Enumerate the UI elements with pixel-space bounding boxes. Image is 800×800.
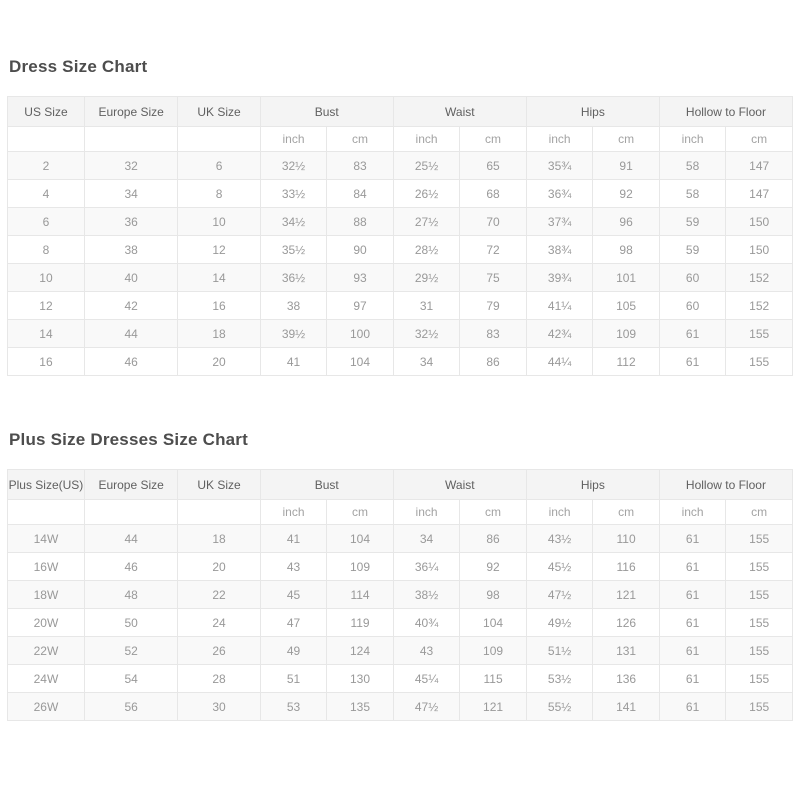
table-cell: 98 — [593, 236, 660, 264]
table-cell: 34 — [84, 180, 177, 208]
table-cell: 41 — [260, 348, 327, 376]
unit-header-row — [8, 500, 793, 525]
table-cell: 22 — [178, 581, 260, 609]
table-cell: 16 — [178, 292, 260, 320]
column-header: Waist — [393, 470, 526, 500]
table-cell: 4 — [8, 180, 85, 208]
table-cell: 48 — [84, 581, 177, 609]
table-cell: 58 — [659, 152, 726, 180]
table-cell: 51½ — [526, 637, 593, 665]
plus-size-chart-section — [7, 376, 793, 721]
table-cell: 112 — [593, 348, 660, 376]
table-cell: 30 — [178, 693, 260, 721]
unit-header: inch — [260, 500, 327, 525]
table-cell: 114 — [327, 581, 394, 609]
table-cell: 79 — [460, 292, 527, 320]
table-cell: 22W — [8, 637, 85, 665]
unit-header-row — [8, 127, 793, 152]
table-cell: 61 — [659, 581, 726, 609]
table-cell: 101 — [593, 264, 660, 292]
table-cell: 61 — [659, 525, 726, 553]
table-cell: 10 — [178, 208, 260, 236]
table-cell: 47½ — [393, 693, 460, 721]
column-header: UK Size — [178, 470, 260, 500]
unit-header: inch — [526, 500, 593, 525]
table-cell: 43 — [260, 553, 327, 581]
unit-header: cm — [327, 127, 394, 152]
table-cell: 61 — [659, 348, 726, 376]
table-cell: 88 — [327, 208, 394, 236]
table-cell: 38½ — [393, 581, 460, 609]
table-cell: 90 — [327, 236, 394, 264]
empty-header-cell — [178, 127, 260, 152]
table-cell: 49 — [260, 637, 327, 665]
column-header: Hips — [526, 470, 659, 500]
table-cell: 58 — [659, 180, 726, 208]
table-cell: 61 — [659, 637, 726, 665]
table-cell: 115 — [460, 665, 527, 693]
table-cell: 49½ — [526, 609, 593, 637]
table-cell: 155 — [726, 581, 793, 609]
table-cell: 53½ — [526, 665, 593, 693]
unit-header: cm — [726, 500, 793, 525]
table-row — [8, 292, 793, 320]
table-cell: 40 — [84, 264, 177, 292]
table-cell: 150 — [726, 236, 793, 264]
table-cell: 109 — [327, 553, 394, 581]
table-cell: 32½ — [393, 320, 460, 348]
table-cell: 116 — [593, 553, 660, 581]
table-cell: 8 — [178, 180, 260, 208]
table-cell: 155 — [726, 693, 793, 721]
table-cell: 18W — [8, 581, 85, 609]
column-header: Bust — [260, 470, 393, 500]
table-cell: 28½ — [393, 236, 460, 264]
unit-header: inch — [393, 500, 460, 525]
table-cell: 135 — [327, 693, 394, 721]
table-cell: 110 — [593, 525, 660, 553]
table-cell: 98 — [460, 581, 527, 609]
table-cell: 36 — [84, 208, 177, 236]
table-cell: 44 — [84, 525, 177, 553]
column-header: Europe Size — [84, 470, 177, 500]
table-cell: 8 — [8, 236, 85, 264]
table-cell: 2 — [8, 152, 85, 180]
dress-size-chart-title: Dress Size Chart — [9, 57, 148, 76]
table-cell: 141 — [593, 693, 660, 721]
header-row — [8, 470, 793, 500]
table-cell: 43 — [393, 637, 460, 665]
table-cell: 34½ — [260, 208, 327, 236]
table-cell: 42¾ — [526, 320, 593, 348]
table-row — [8, 208, 793, 236]
table-cell: 51 — [260, 665, 327, 693]
table-cell: 155 — [726, 525, 793, 553]
table-cell: 83 — [460, 320, 527, 348]
table-cell: 12 — [8, 292, 85, 320]
table-cell: 35¾ — [526, 152, 593, 180]
table-cell: 60 — [659, 292, 726, 320]
table-cell: 20 — [178, 348, 260, 376]
table-cell: 61 — [659, 609, 726, 637]
table-row — [8, 637, 793, 665]
table-row — [8, 553, 793, 581]
column-header: Hollow to Floor — [659, 470, 792, 500]
table-cell: 126 — [593, 609, 660, 637]
table-cell: 155 — [726, 637, 793, 665]
table-cell: 130 — [327, 665, 394, 693]
table-row — [8, 152, 793, 180]
column-header: Bust — [260, 97, 393, 127]
empty-header-cell — [84, 500, 177, 525]
table-cell: 70 — [460, 208, 527, 236]
table-cell: 31 — [393, 292, 460, 320]
table-cell: 155 — [726, 348, 793, 376]
table-cell: 29½ — [393, 264, 460, 292]
table-cell: 68 — [460, 180, 527, 208]
table-cell: 84 — [327, 180, 394, 208]
table-cell: 25½ — [393, 152, 460, 180]
table-cell: 119 — [327, 609, 394, 637]
table-cell: 38 — [260, 292, 327, 320]
table-row — [8, 320, 793, 348]
table-cell: 34 — [393, 525, 460, 553]
column-header: Europe Size — [84, 97, 177, 127]
table-cell: 96 — [593, 208, 660, 236]
unit-header: cm — [327, 500, 394, 525]
table-cell: 43½ — [526, 525, 593, 553]
unit-header: inch — [260, 127, 327, 152]
plus-size-chart-title: Plus Size Dresses Size Chart — [9, 430, 248, 449]
table-cell: 20 — [178, 553, 260, 581]
table-cell: 147 — [726, 152, 793, 180]
table-cell: 55½ — [526, 693, 593, 721]
table-cell: 33½ — [260, 180, 327, 208]
column-header: Hollow to Floor — [659, 97, 792, 127]
table-cell: 105 — [593, 292, 660, 320]
table-cell: 104 — [327, 348, 394, 376]
table-row — [8, 348, 793, 376]
table-cell: 124 — [327, 637, 394, 665]
table-cell: 40¾ — [393, 609, 460, 637]
column-header: UK Size — [178, 97, 260, 127]
table-cell: 36¾ — [526, 180, 593, 208]
unit-header: cm — [460, 127, 527, 152]
table-cell: 36¼ — [393, 553, 460, 581]
table-cell: 109 — [593, 320, 660, 348]
table-cell: 155 — [726, 665, 793, 693]
table-cell: 39½ — [260, 320, 327, 348]
table-cell: 104 — [327, 525, 394, 553]
table-cell: 152 — [726, 292, 793, 320]
table-cell: 10 — [8, 264, 85, 292]
table-cell: 14W — [8, 525, 85, 553]
unit-header: inch — [659, 127, 726, 152]
table-cell: 61 — [659, 553, 726, 581]
dress-size-chart-section — [7, 0, 793, 376]
empty-header-cell — [178, 500, 260, 525]
table-cell: 65 — [460, 152, 527, 180]
unit-header: cm — [726, 127, 793, 152]
table-cell: 86 — [460, 525, 527, 553]
table-cell: 147 — [726, 180, 793, 208]
table-cell: 41¼ — [526, 292, 593, 320]
table-row — [8, 609, 793, 637]
table-cell: 121 — [460, 693, 527, 721]
unit-header: inch — [659, 500, 726, 525]
empty-header-cell — [8, 127, 85, 152]
column-header: Hips — [526, 97, 659, 127]
table-cell: 59 — [659, 208, 726, 236]
table-row — [8, 180, 793, 208]
table-cell: 35½ — [260, 236, 327, 264]
table-cell: 150 — [726, 208, 793, 236]
table-cell: 131 — [593, 637, 660, 665]
table-row — [8, 665, 793, 693]
table-cell: 86 — [460, 348, 527, 376]
table-cell: 36½ — [260, 264, 327, 292]
table-cell: 91 — [593, 152, 660, 180]
unit-header: cm — [593, 500, 660, 525]
table-cell: 100 — [327, 320, 394, 348]
table-cell: 18 — [178, 320, 260, 348]
table-cell: 72 — [460, 236, 527, 264]
table-row — [8, 581, 793, 609]
table-cell: 53 — [260, 693, 327, 721]
table-cell: 61 — [659, 665, 726, 693]
table-cell: 47 — [260, 609, 327, 637]
table-row — [8, 693, 793, 721]
table-cell: 44 — [84, 320, 177, 348]
table-cell: 46 — [84, 553, 177, 581]
table-cell: 20W — [8, 609, 85, 637]
table-cell: 97 — [327, 292, 394, 320]
table-cell: 34 — [393, 348, 460, 376]
unit-header: cm — [460, 500, 527, 525]
unit-header: inch — [393, 127, 460, 152]
table-cell: 136 — [593, 665, 660, 693]
table-cell: 24W — [8, 665, 85, 693]
table-cell: 16W — [8, 553, 85, 581]
table-cell: 75 — [460, 264, 527, 292]
table-cell: 152 — [726, 264, 793, 292]
table-cell: 47½ — [526, 581, 593, 609]
table-cell: 14 — [8, 320, 85, 348]
table-cell: 26½ — [393, 180, 460, 208]
column-header: Waist — [393, 97, 526, 127]
table-cell: 14 — [178, 264, 260, 292]
table-cell: 104 — [460, 609, 527, 637]
table-cell: 93 — [327, 264, 394, 292]
table-cell: 32½ — [260, 152, 327, 180]
table-cell: 54 — [84, 665, 177, 693]
plus-size-table — [7, 469, 793, 721]
table-cell: 28 — [178, 665, 260, 693]
table-cell: 38¾ — [526, 236, 593, 264]
unit-header: cm — [593, 127, 660, 152]
unit-header: inch — [526, 127, 593, 152]
table-cell: 42 — [84, 292, 177, 320]
table-cell: 6 — [178, 152, 260, 180]
table-cell: 92 — [460, 553, 527, 581]
table-cell: 155 — [726, 320, 793, 348]
column-header: Plus Size(US) — [8, 470, 85, 500]
table-row — [8, 264, 793, 292]
table-cell: 60 — [659, 264, 726, 292]
empty-header-cell — [84, 127, 177, 152]
table-cell: 41 — [260, 525, 327, 553]
column-header: US Size — [8, 97, 85, 127]
table-cell: 121 — [593, 581, 660, 609]
table-cell: 32 — [84, 152, 177, 180]
table-cell: 18 — [178, 525, 260, 553]
table-cell: 12 — [178, 236, 260, 264]
table-cell: 24 — [178, 609, 260, 637]
table-cell: 52 — [84, 637, 177, 665]
table-cell: 45½ — [526, 553, 593, 581]
table-cell: 45¼ — [393, 665, 460, 693]
table-cell: 6 — [8, 208, 85, 236]
table-cell: 37¾ — [526, 208, 593, 236]
table-cell: 61 — [659, 693, 726, 721]
table-cell: 109 — [460, 637, 527, 665]
table-cell: 46 — [84, 348, 177, 376]
table-cell: 27½ — [393, 208, 460, 236]
table-cell: 38 — [84, 236, 177, 264]
table-cell: 26W — [8, 693, 85, 721]
table-cell: 16 — [8, 348, 85, 376]
table-cell: 61 — [659, 320, 726, 348]
table-row — [8, 236, 793, 264]
table-cell: 155 — [726, 553, 793, 581]
empty-header-cell — [8, 500, 85, 525]
table-row — [8, 525, 793, 553]
table-cell: 45 — [260, 581, 327, 609]
table-cell: 39¾ — [526, 264, 593, 292]
table-cell: 44¼ — [526, 348, 593, 376]
table-cell: 56 — [84, 693, 177, 721]
table-cell: 26 — [178, 637, 260, 665]
dress-size-table — [7, 96, 793, 376]
table-cell: 59 — [659, 236, 726, 264]
table-cell: 155 — [726, 609, 793, 637]
header-row — [8, 97, 793, 127]
table-cell: 92 — [593, 180, 660, 208]
table-cell: 50 — [84, 609, 177, 637]
table-cell: 83 — [327, 152, 394, 180]
